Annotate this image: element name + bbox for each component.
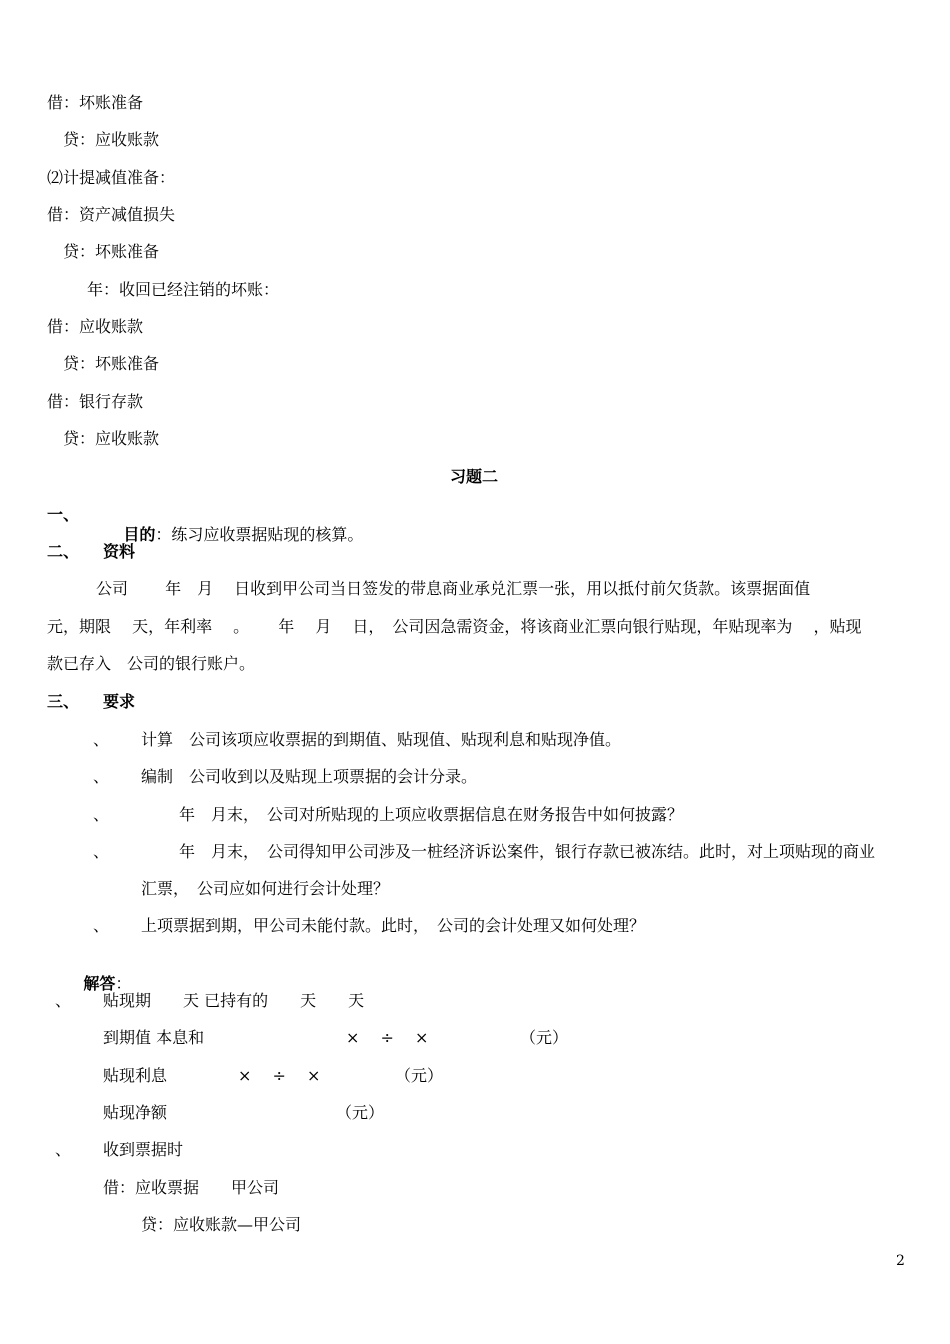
- section-heading: [103, 505, 363, 565]
- section-number: 一、: [47, 505, 80, 524]
- list-item: 汇票， 公司应如何进行会计处理？: [141, 879, 390, 898]
- answer-marker: 、: [55, 1140, 72, 1159]
- list-item: 年 月末， 公司得知甲公司涉及一桩经济诉讼案件，银行存款已被冻结。此时，对上项贴现的商业: [179, 842, 876, 861]
- section-number: 二、: [47, 542, 80, 561]
- entry-line: 借：坏账准备: [47, 93, 144, 112]
- section-label: 要求: [103, 692, 136, 711]
- entry-line: 借：应收账款: [47, 317, 144, 336]
- entry-line: 年：收回已经注销的坏账：: [87, 280, 280, 299]
- answer-line: 贷：应收账款—甲公司: [141, 1215, 302, 1234]
- list-item: 年 月末， 公司对所贴现的上项应收票据信息在财务报告中如何披露？: [179, 805, 684, 824]
- list-item: 计算 公司该项应收票据的到期值、贴现值、贴现利息和贴现净值。: [141, 730, 622, 749]
- list-marker: 、: [93, 805, 110, 824]
- section-text: ：练习应收票据贴现的核算。: [155, 525, 364, 544]
- unit-label: （元）: [336, 1103, 385, 1122]
- section-number: 三、: [47, 692, 80, 711]
- list-item: 上项票据到期，甲公司未能付款。此时， 公司的会计处理又如何处理？: [141, 916, 646, 935]
- entry-line: 贷：应收账款: [63, 429, 160, 448]
- answer-line: 收到票据时: [103, 1140, 184, 1159]
- entry-line: 借：银行存款: [47, 392, 144, 411]
- answer-line: 借：应收票据 甲公司: [103, 1178, 280, 1197]
- list-marker: 、: [93, 730, 110, 749]
- page-number: 2: [896, 1253, 905, 1269]
- exercise-title: 习题二: [450, 467, 499, 486]
- entry-line: 贷：坏账准备: [63, 242, 160, 261]
- section-label: 资料: [103, 542, 136, 561]
- list-item: 编制 公司收到以及贴现上项票据的会计分录。: [141, 767, 478, 786]
- unit-label: （元）: [520, 1028, 569, 1047]
- answer-colon: ：: [115, 974, 132, 993]
- answer-line: 贴现利息: [103, 1066, 168, 1085]
- formula-operators: × ÷ ×: [238, 1066, 321, 1085]
- entry-line: 贷：坏账准备: [63, 354, 160, 373]
- entry-line: 贷：应收账款: [63, 130, 160, 149]
- formula-operators: × ÷ ×: [346, 1028, 429, 1047]
- answer-line: 到期值 本息和: [103, 1028, 205, 1047]
- paragraph-line: 公司 年 月 日收到甲公司当日签发的带息商业承兑汇票一张，用以抵付前欠货款。该票据面值: [96, 579, 811, 598]
- paragraph-line: 元，期限 天，年利率 。 年 月 日， 公司因急需资金，将该商业汇票向银行贴现，年贴现率为 ，贴现: [47, 617, 862, 636]
- answer-line: 贴现期 天 已持有的 天 天: [103, 991, 365, 1010]
- answer-line: 贴现净额: [103, 1103, 168, 1122]
- answer-label: 解答: [83, 974, 116, 993]
- entry-line: ⑵计提减值准备：: [47, 168, 176, 187]
- list-marker: 、: [93, 842, 110, 861]
- list-marker: 、: [93, 916, 110, 935]
- answer-marker: 、: [55, 991, 72, 1010]
- list-marker: 、: [93, 767, 110, 786]
- unit-label: （元）: [395, 1066, 444, 1085]
- paragraph-line: 款已存入 公司的银行账户。: [47, 654, 256, 673]
- entry-line: 借：资产减值损失: [47, 205, 176, 224]
- section-label: 目的: [123, 525, 156, 544]
